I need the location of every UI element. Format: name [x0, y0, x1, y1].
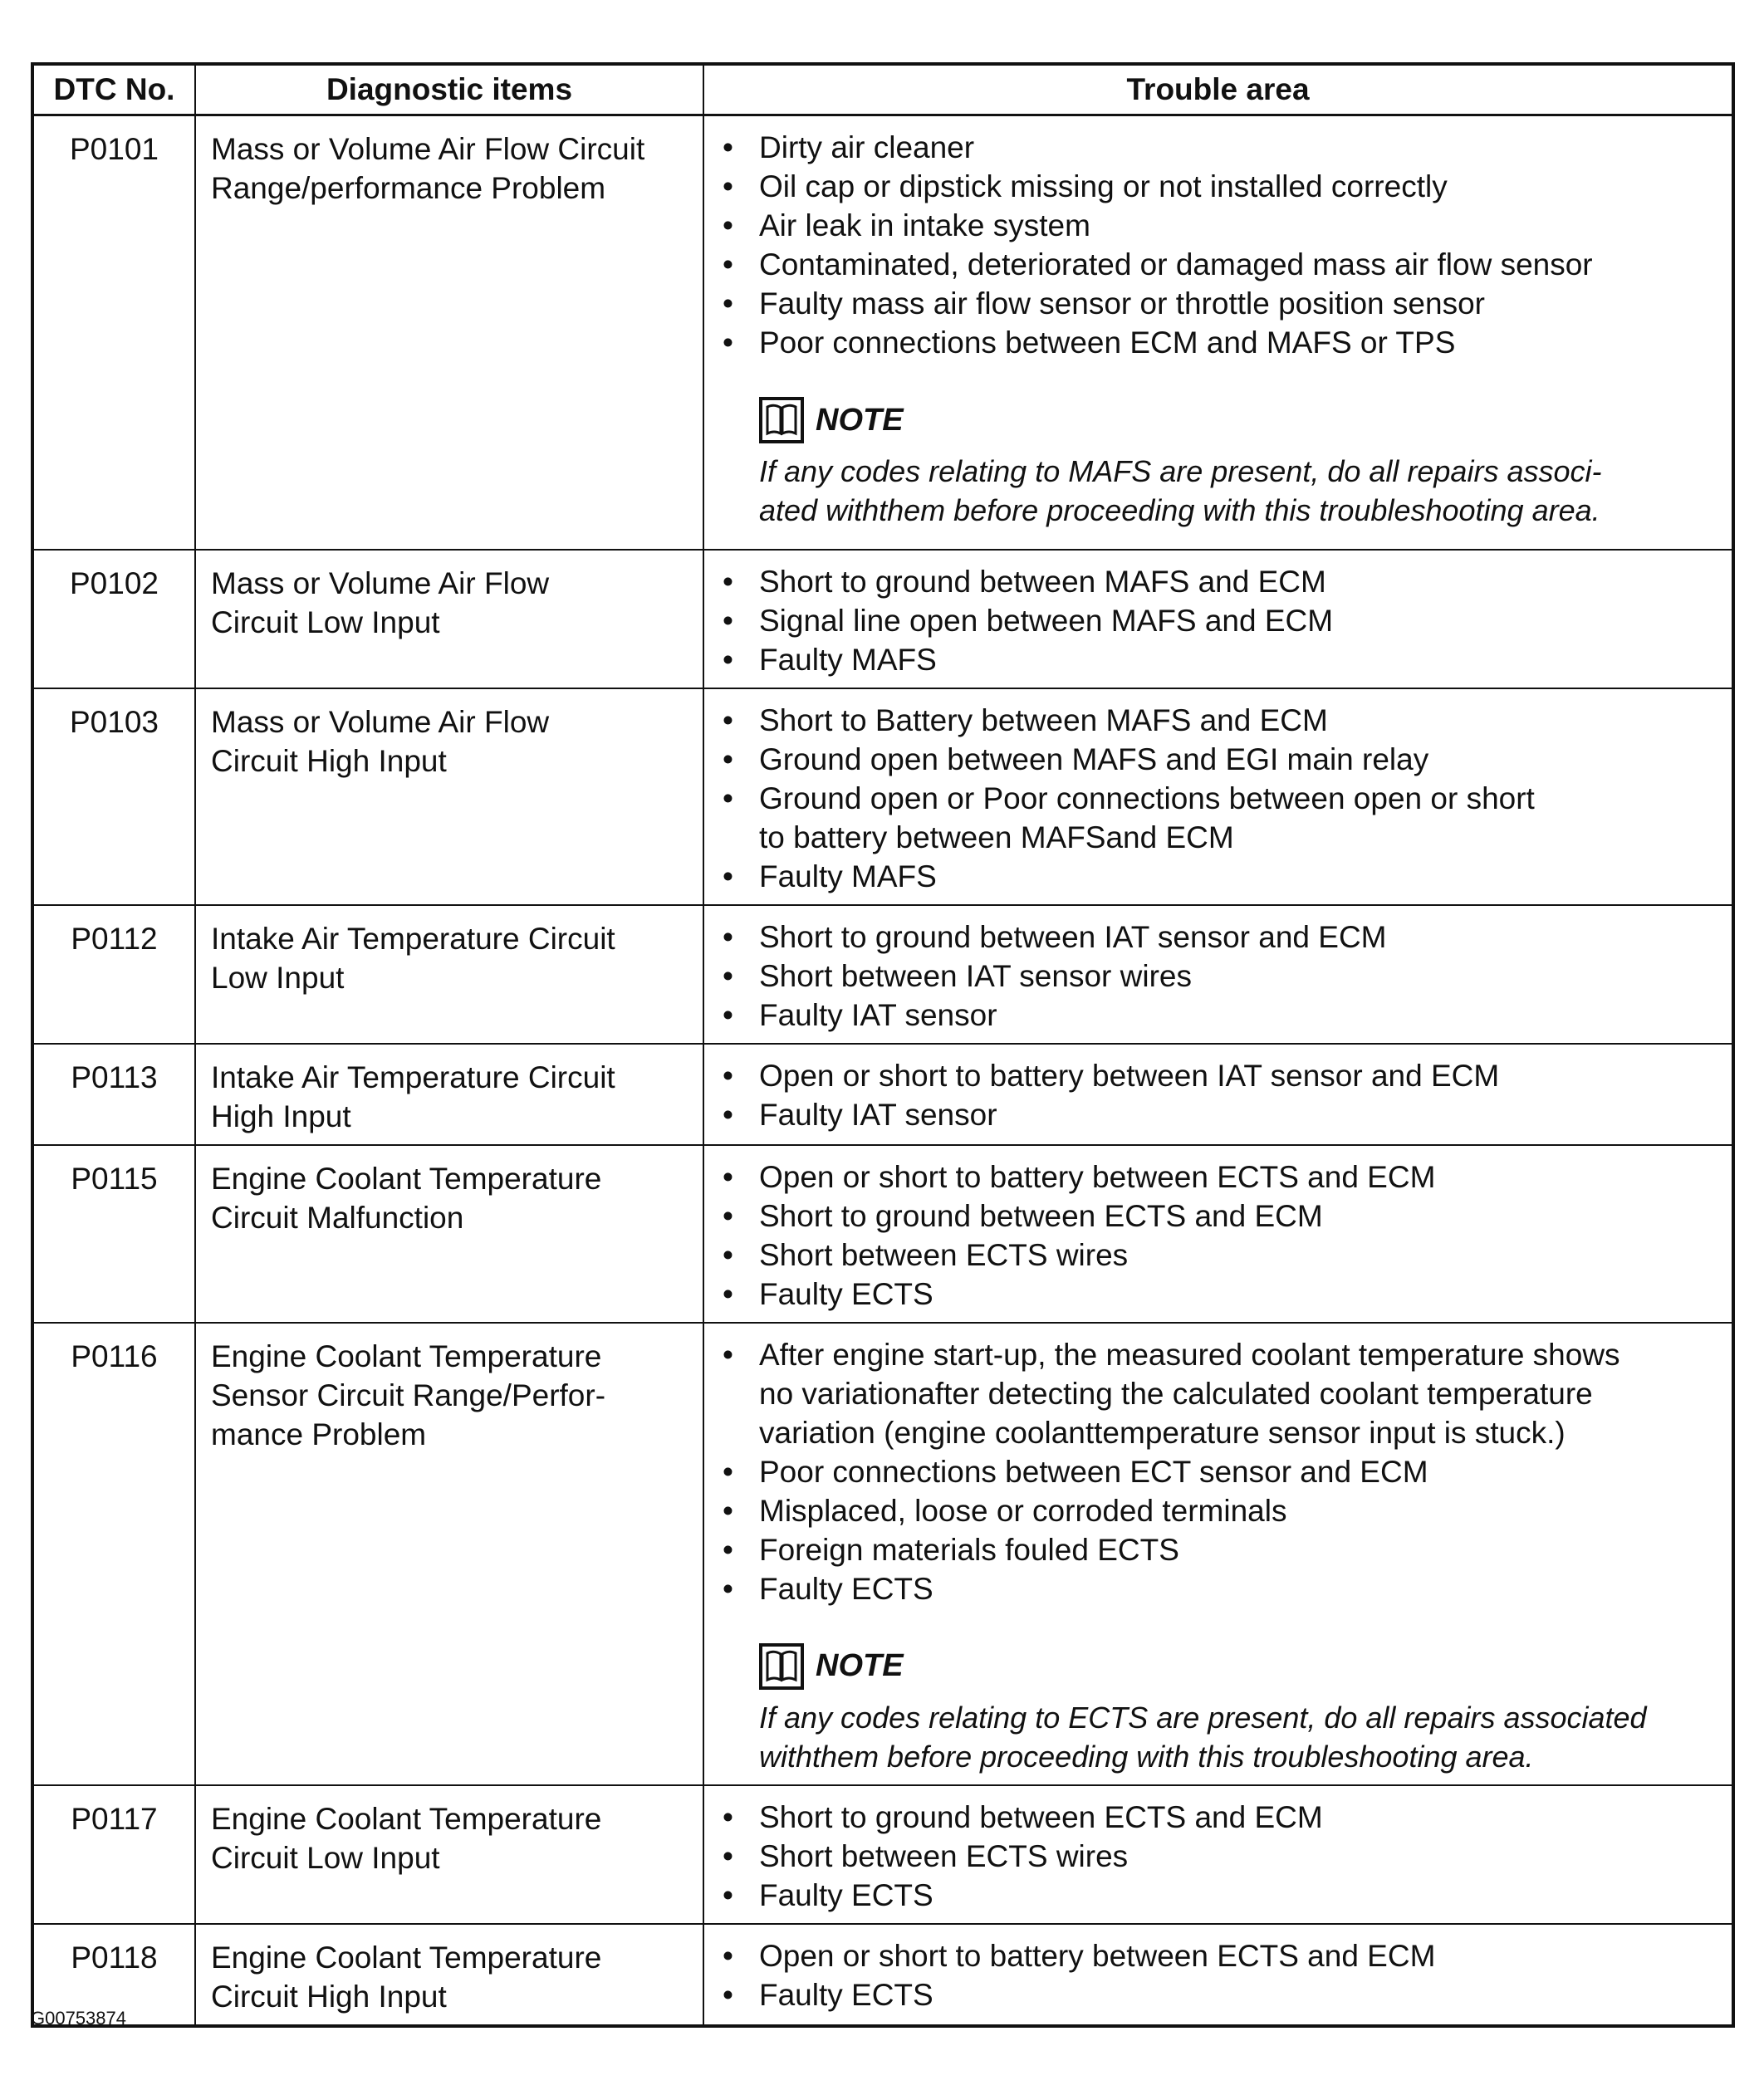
diagnostic-item-line: Circuit Low Input [211, 604, 440, 639]
note-text-line: If any codes relating to MAFS are present, do all repairs associ- [759, 454, 1602, 488]
diagnostic-item-line: Engine Coolant Temperature [211, 1161, 602, 1196]
dtc-code: P0102 [32, 550, 195, 688]
header-dtc-no: DTC No. [32, 64, 195, 115]
list-item [721, 206, 1723, 245]
bullet-icon: • [723, 130, 733, 164]
note-text-line: If any codes relating to ECTS are present, do all repairs associated [759, 1700, 1647, 1735]
bullet-icon: • [723, 1571, 733, 1606]
list-item [721, 1335, 1723, 1452]
bullet-icon: • [723, 1276, 733, 1311]
diagnostic-item [195, 550, 703, 688]
note-text [759, 1698, 1723, 1776]
header-trouble-area: Trouble area [703, 64, 1733, 115]
trouble-area-text: Air leak in intake system [759, 208, 1090, 242]
trouble-area-text: Ground open or Poor connections between open or short to battery between MAFSand ECM [759, 781, 1535, 854]
bullet-icon: • [723, 169, 733, 203]
bullet-icon: • [723, 958, 733, 993]
trouble-area [703, 550, 1733, 688]
trouble-area-list [721, 918, 1723, 1035]
trouble-area [703, 905, 1733, 1044]
table-row [32, 1044, 1733, 1145]
note-header [759, 1640, 1723, 1693]
diagnostic-item-line: Intake Air Temperature Circuit [211, 921, 615, 956]
list-item [721, 1798, 1723, 1837]
dtc-code: P0117 [32, 1785, 195, 1924]
trouble-area-list [721, 1056, 1723, 1134]
dtc-table [31, 62, 1735, 2028]
list-item [721, 640, 1723, 679]
bullet-icon: • [723, 1198, 733, 1233]
table-row [32, 905, 1733, 1044]
diagnostic-item-line: Mass or Volume Air Flow [211, 565, 550, 600]
diagnostic-item [195, 688, 703, 905]
diagnostic-item-line: Low Input [211, 960, 345, 995]
list-item [721, 1095, 1723, 1134]
diagnostic-item-line: mance Problem [211, 1417, 427, 1451]
trouble-area-text: Open or short to battery between IAT sensor and ECM [759, 1058, 1500, 1093]
diagnostic-item [195, 1145, 703, 1323]
dtc-code: P0103 [32, 688, 195, 905]
list-item [721, 1236, 1723, 1275]
dtc-code: P0101 [32, 115, 195, 550]
bullet-icon: • [723, 564, 733, 599]
trouble-area-text: Misplaced, loose or corroded terminals [759, 1493, 1287, 1528]
trouble-area [703, 1785, 1733, 1924]
bullet-icon: • [723, 1838, 733, 1873]
bullet-icon: • [723, 781, 733, 815]
bullet-icon: • [723, 1877, 733, 1912]
list-item [721, 601, 1723, 640]
bullet-icon: • [723, 1337, 733, 1372]
dtc-code: P0115 [32, 1145, 195, 1323]
list-item [721, 1975, 1723, 2014]
bullet-icon: • [723, 1532, 733, 1567]
trouble-area-text: Foreign materials fouled ECTS [759, 1532, 1179, 1567]
bullet-icon: • [723, 997, 733, 1032]
list-item [721, 128, 1723, 167]
note-header [759, 394, 1723, 447]
list-item [721, 1936, 1723, 1975]
trouble-area-list [721, 1936, 1723, 2014]
bullet-icon: • [723, 741, 733, 776]
trouble-area-list [721, 1798, 1723, 1915]
note-text-line: ated withthem before proceeding with this troubleshooting area. [759, 493, 1600, 527]
trouble-area-text: Short to ground between IAT sensor and ECM [759, 919, 1387, 954]
diagnostic-item-line: Mass or Volume Air Flow [211, 704, 550, 739]
document-page [31, 62, 1732, 2028]
table-header-row [32, 64, 1733, 115]
diagnostic-item [195, 905, 703, 1044]
table-row [32, 550, 1733, 688]
list-item [721, 1491, 1723, 1530]
trouble-area-list [721, 1158, 1723, 1314]
trouble-area-text: Faulty mass air flow sensor or throttle position sensor [759, 286, 1485, 321]
bullet-icon: • [723, 1058, 733, 1093]
bullet-icon: • [723, 1159, 733, 1194]
note-text [759, 452, 1723, 530]
trouble-area-text: Open or short to battery between ECTS and ECM [759, 1938, 1436, 1973]
trouble-area-text: After engine start-up, the measured coolant temperature shows no variationafter detecting the calculated coolant temperature variation (engine coolanttemperature sensor input is stuck.) [759, 1337, 1620, 1450]
list-item [721, 740, 1723, 779]
trouble-area-text: Dirty air cleaner [759, 130, 975, 164]
trouble-area-text: Short to ground between MAFS and ECM [759, 564, 1326, 599]
diagnostic-item [195, 115, 703, 550]
list-item [721, 1530, 1723, 1569]
diagnostic-item-line: Circuit Low Input [211, 1840, 440, 1875]
dtc-code: P0112 [32, 905, 195, 1044]
list-item [721, 957, 1723, 996]
trouble-area-text: Ground open between MAFS and EGI main relay [759, 741, 1429, 776]
bullet-icon: • [723, 1938, 733, 1973]
bullet-icon: • [723, 1454, 733, 1489]
list-item [721, 779, 1723, 857]
trouble-area-text: Short to ground between ECTS and ECM [759, 1198, 1323, 1233]
diagnostic-item-line: Intake Air Temperature Circuit [211, 1060, 615, 1094]
trouble-area [703, 1323, 1733, 1785]
note-title: NOTE [816, 1648, 904, 1683]
list-item [721, 1569, 1723, 1608]
list-item [721, 284, 1723, 323]
trouble-area [703, 1145, 1733, 1323]
trouble-area-text: Faulty ECTS [759, 1877, 933, 1912]
trouble-area-list [721, 562, 1723, 679]
book-icon [759, 397, 804, 443]
table-row [32, 1145, 1733, 1323]
note-title: NOTE [816, 402, 904, 438]
diagnostic-item-line: Mass or Volume Air Flow Circuit [211, 132, 645, 166]
diagnostic-item [195, 1785, 703, 1924]
book-icon [759, 1643, 804, 1690]
trouble-area-text: Faulty ECTS [759, 1571, 933, 1606]
diagnostic-item-line: Engine Coolant Temperature [211, 1801, 602, 1836]
trouble-area-text: Faulty MAFS [759, 642, 937, 677]
bullet-icon: • [723, 859, 733, 893]
table-row [32, 1785, 1733, 1924]
trouble-area-text: Poor connections between ECT sensor and ECM [759, 1454, 1428, 1489]
trouble-area-text: Faulty ECTS [759, 1977, 933, 2012]
bullet-icon: • [723, 325, 733, 360]
bullet-icon: • [723, 919, 733, 954]
note-block [721, 1640, 1723, 1776]
trouble-area-text: Short to ground between ECTS and ECM [759, 1799, 1323, 1834]
table-row [32, 1323, 1733, 1785]
trouble-area-text: Contaminated, deteriorated or damaged mass air flow sensor [759, 247, 1593, 281]
trouble-area-list [721, 1335, 1723, 1608]
diagnostic-item-line: Range/performance Problem [211, 171, 606, 205]
list-item [721, 1275, 1723, 1314]
trouble-area-text: Short between ECTS wires [759, 1237, 1129, 1272]
diagnostic-item [195, 1323, 703, 1785]
trouble-area-text: Faulty IAT sensor [759, 1097, 997, 1132]
diagnostic-item-line: High Input [211, 1099, 351, 1133]
trouble-area-text: Signal line open between MAFS and ECM [759, 603, 1334, 638]
table-row [32, 1924, 1733, 2026]
bullet-icon: • [723, 1097, 733, 1132]
bullet-icon: • [723, 1977, 733, 2012]
list-item [721, 857, 1723, 896]
table-row [32, 115, 1733, 550]
list-item [721, 1452, 1723, 1491]
trouble-area-list [721, 701, 1723, 896]
table-row [32, 688, 1733, 905]
list-item [721, 1876, 1723, 1915]
bullet-icon: • [723, 702, 733, 737]
list-item [721, 1158, 1723, 1197]
bullet-icon: • [723, 1799, 733, 1834]
bullet-icon: • [723, 1237, 733, 1272]
trouble-area-text: Short between ECTS wires [759, 1838, 1129, 1873]
trouble-area-text: Short to Battery between MAFS and ECM [759, 702, 1328, 737]
list-item [721, 323, 1723, 362]
bullet-icon: • [723, 286, 733, 321]
bullet-icon: • [723, 1493, 733, 1528]
trouble-area-text: Poor connections between ECM and MAFS or TPS [759, 325, 1456, 360]
bullet-icon: • [723, 208, 733, 242]
trouble-area-text: Short between IAT sensor wires [759, 958, 1192, 993]
note-block [721, 394, 1723, 530]
dtc-code: P0118 [32, 1924, 195, 2026]
diagnostic-item [195, 1044, 703, 1145]
trouble-area-text: Faulty MAFS [759, 859, 937, 893]
trouble-area-text: Open or short to battery between ECTS and ECM [759, 1159, 1436, 1194]
diagnostic-item [195, 1924, 703, 2026]
bullet-icon: • [723, 247, 733, 281]
trouble-area-text: Oil cap or dipstick missing or not installed correctly [759, 169, 1448, 203]
trouble-area [703, 1924, 1733, 2026]
diagnostic-item-line: Circuit Malfunction [211, 1200, 464, 1235]
list-item [721, 918, 1723, 957]
figure-id: G00753874 [31, 2008, 126, 2029]
trouble-area-text: Faulty IAT sensor [759, 997, 997, 1032]
list-item [721, 701, 1723, 740]
trouble-area-text: Faulty ECTS [759, 1276, 933, 1311]
diagnostic-item-line: Circuit High Input [211, 1979, 447, 2014]
trouble-area [703, 115, 1733, 550]
list-item [721, 1056, 1723, 1095]
list-item [721, 996, 1723, 1035]
bullet-icon: • [723, 603, 733, 638]
list-item [721, 245, 1723, 284]
diagnostic-item-line: Circuit High Input [211, 743, 447, 778]
diagnostic-item-line: Engine Coolant Temperature [211, 1940, 602, 1975]
trouble-area-list [721, 128, 1723, 362]
header-diagnostic-items: Diagnostic items [195, 64, 703, 115]
list-item [721, 167, 1723, 206]
list-item [721, 562, 1723, 601]
dtc-code: P0113 [32, 1044, 195, 1145]
bullet-icon: • [723, 642, 733, 677]
trouble-area [703, 688, 1733, 905]
trouble-area [703, 1044, 1733, 1145]
note-text-line: withthem before proceeding with this troubleshooting area. [759, 1739, 1534, 1774]
list-item [721, 1837, 1723, 1876]
dtc-code: P0116 [32, 1323, 195, 1785]
diagnostic-item-line: Sensor Circuit Range/Perfor- [211, 1378, 606, 1412]
list-item [721, 1197, 1723, 1236]
diagnostic-item-line: Engine Coolant Temperature [211, 1339, 602, 1373]
